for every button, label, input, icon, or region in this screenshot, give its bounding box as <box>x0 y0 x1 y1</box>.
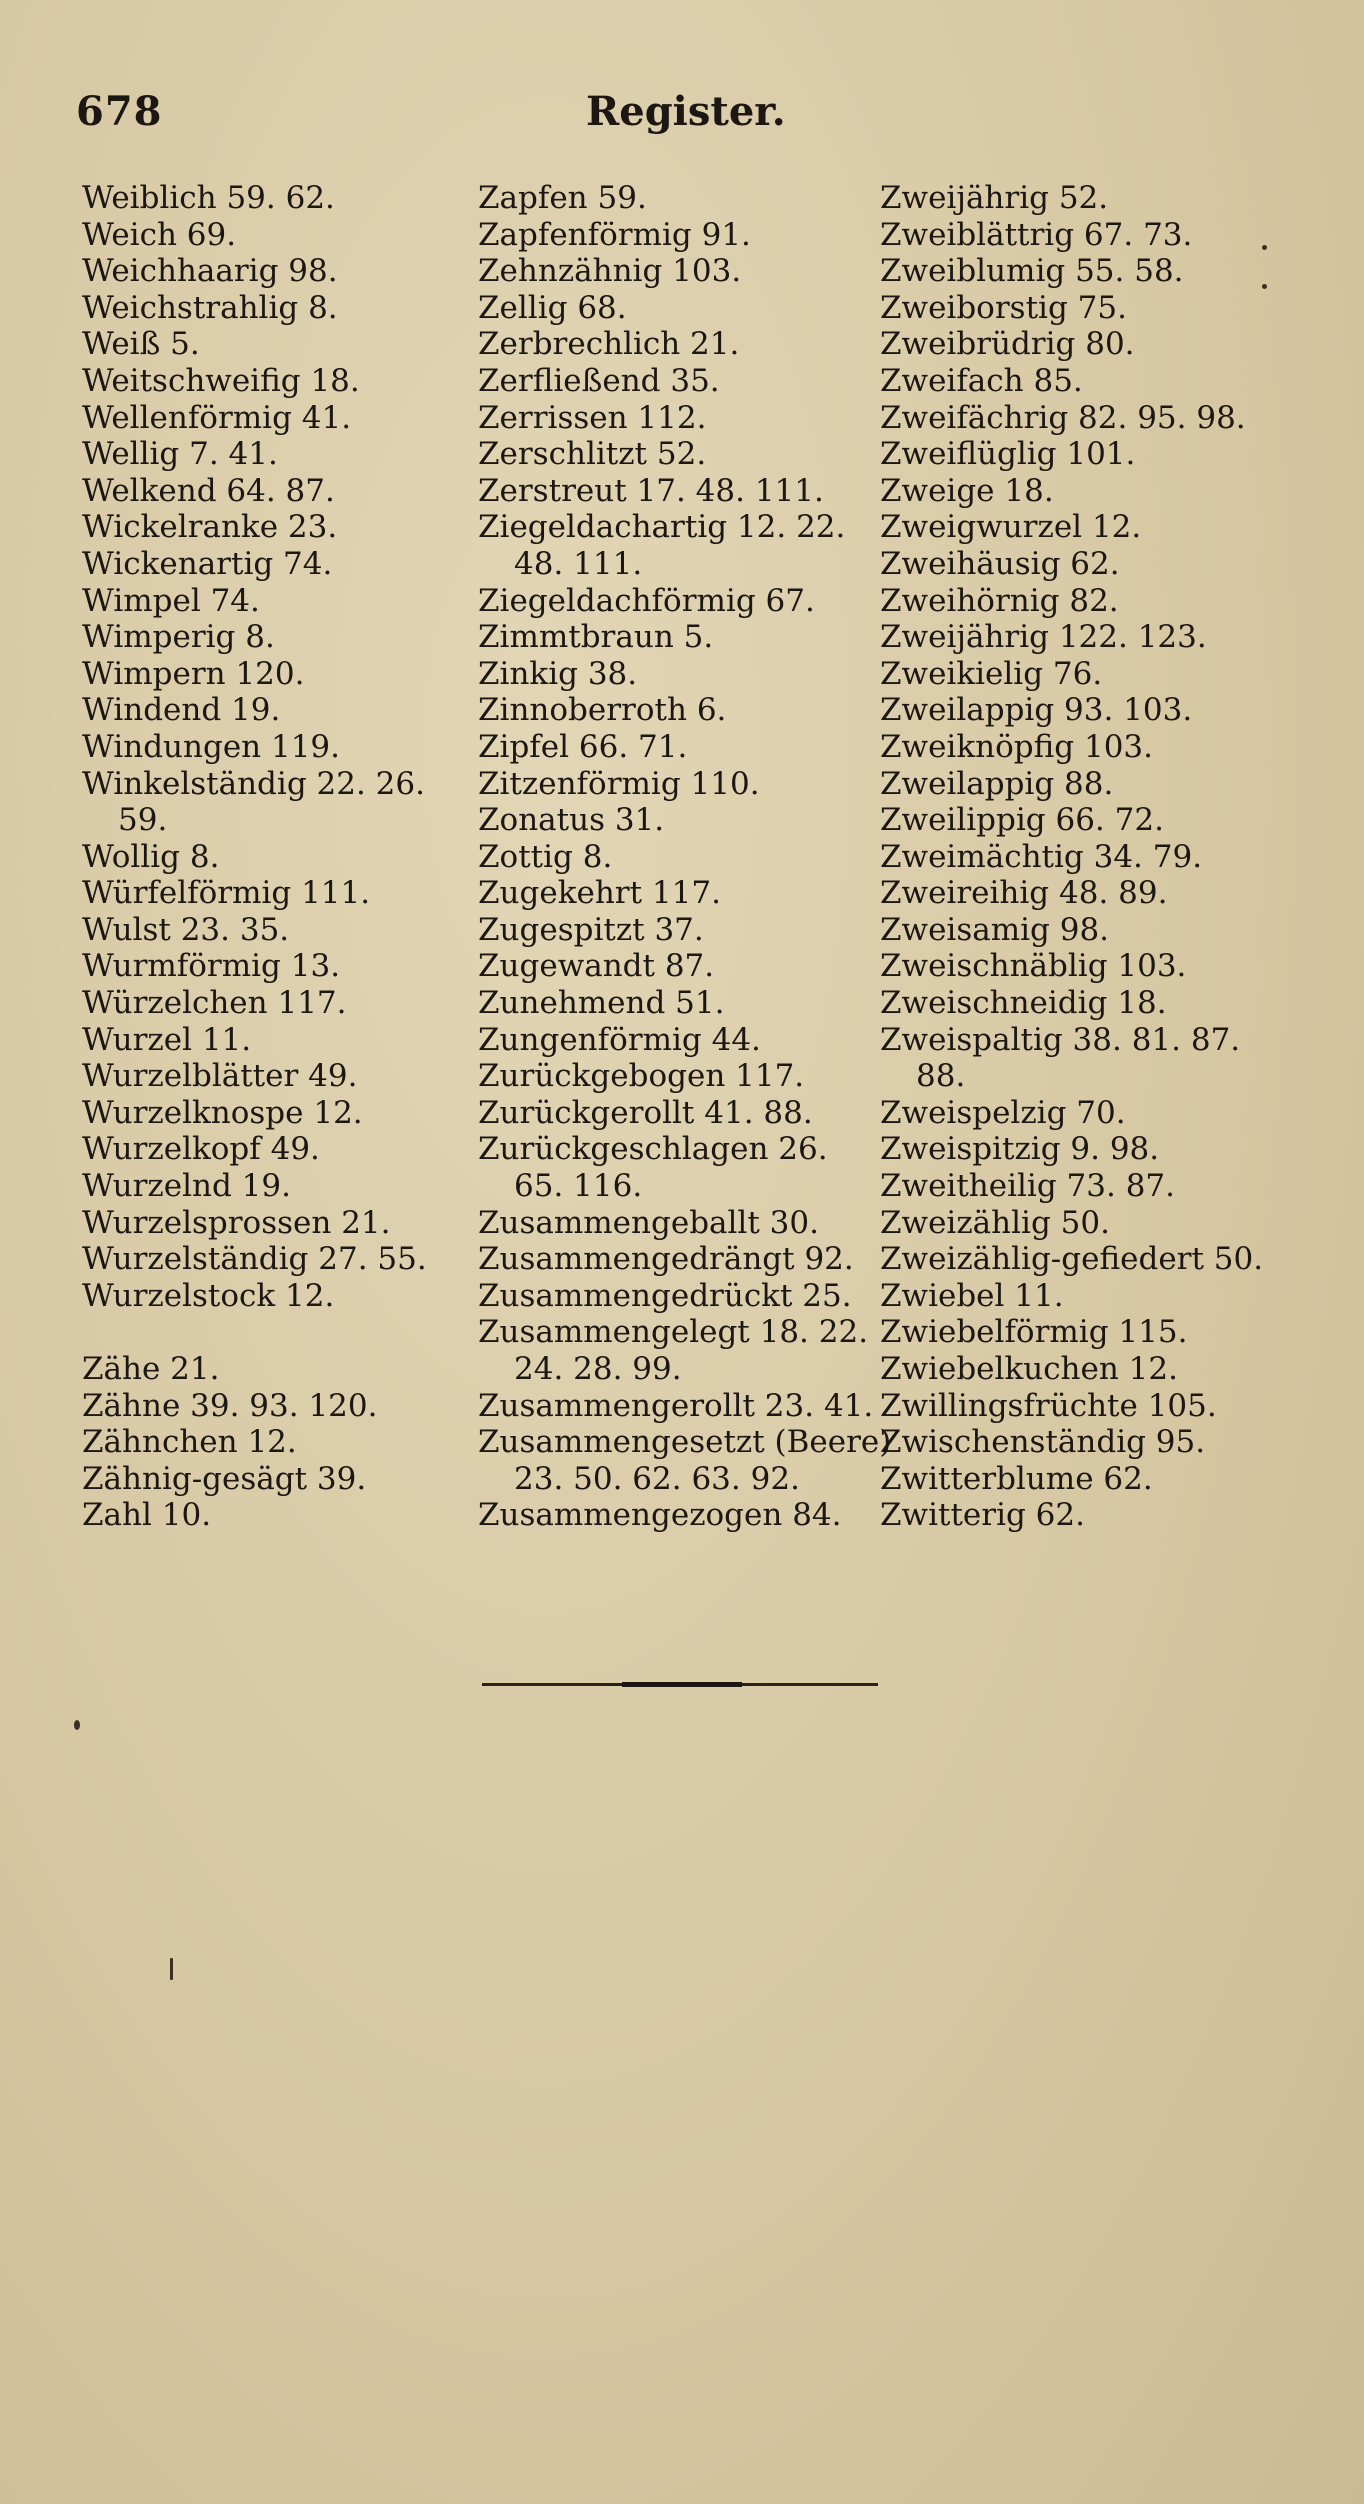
index-entry: Zerrissen 112. <box>478 399 707 436</box>
index-entry: Zweischneidig 18. <box>880 985 1167 1022</box>
index-entry: Zweikielig 76. <box>880 655 1103 692</box>
index-entry: Zweizählig 50. <box>880 1204 1110 1241</box>
ink-speck <box>1262 245 1267 250</box>
index-entry: Wickelranke 23. <box>82 509 338 546</box>
ink-speck <box>1262 284 1267 289</box>
ink-speck <box>74 1720 80 1730</box>
index-entry: Winkelständig 22. 26. <box>82 765 425 802</box>
index-entry: Zwitterblume 62. <box>880 1460 1153 1497</box>
index-entry: Wickenartig 74. <box>82 545 333 582</box>
index-entry: Zapfenförmig 91. <box>478 216 751 253</box>
index-entry: Zusammengeballt 30. <box>478 1204 819 1241</box>
index-entry: Zweizählig-gefiedert 50. <box>880 1241 1264 1278</box>
index-entry: Zähnig-gesägt 39. <box>82 1460 367 1497</box>
index-entry: Zweischnäblig 103. <box>880 948 1187 985</box>
index-entry: Zweispelzig 70. <box>880 1094 1126 1131</box>
index-entry: Zitzenförmig 110. <box>478 765 760 802</box>
index-entry: Zweijährig 122. 123. <box>880 619 1207 656</box>
index-entry: Zwitterig 62. <box>880 1497 1085 1534</box>
index-entry: Weiblich 59. 62. <box>82 180 335 216</box>
index-entry: Zerschlitzt 52. <box>478 436 707 473</box>
index-entry: Zusammengezogen 84. <box>478 1497 842 1534</box>
index-entry: Wurzelknospe 12. <box>82 1094 363 1131</box>
page-number: 678 <box>76 88 163 135</box>
index-entry: Zurückgerollt 41. 88. <box>478 1094 813 1131</box>
index-column-2 <box>478 180 892 1534</box>
index-entry: Wurzelkopf 49. <box>82 1131 320 1168</box>
index-entry: Zusammengelegt 18. 22. <box>478 1314 869 1351</box>
index-entry: Zwillingsfrüchte 105. <box>880 1387 1217 1424</box>
index-entry: Zunehmend 51. <box>478 985 725 1022</box>
index-entry: Windend 19. <box>82 692 281 729</box>
index-entry: Ziegeldachartig 12. 22. <box>478 509 846 546</box>
index-entry: Zähne 39. 93. 120. <box>82 1387 378 1424</box>
index-entry: Zähnchen 12. <box>82 1424 297 1461</box>
index-entry: Zugewandt 87. <box>478 948 715 985</box>
index-entry: Zweijährig 52. <box>880 180 1109 216</box>
index-entry: Zweisamig 98. <box>880 911 1110 948</box>
index-entry: Zinkig 38. <box>478 655 638 692</box>
index-entry: Zellig 68. <box>478 289 627 326</box>
index-entry: Zweitheilig 73. 87. <box>880 1168 1175 1205</box>
index-entry: Wurzelnd 19. <box>82 1168 291 1205</box>
index-entry: Wollig 8. <box>82 838 220 875</box>
index-entry: Wimpel 74. <box>82 582 260 619</box>
index-entry: Wurmförmig 13. <box>82 948 341 985</box>
index-entry: Weiß 5. <box>82 326 200 363</box>
index-entry: Wulst 23. 35. <box>82 911 290 948</box>
page-header <box>76 88 1276 148</box>
index-entry: Zweispitzig 9. 98. <box>880 1131 1160 1168</box>
index-entry: Zwiebel 11. <box>880 1277 1064 1314</box>
index-column-1 <box>82 180 472 1534</box>
index-entry: Zwiebelförmig 115. <box>880 1314 1188 1351</box>
index-entry: Wimpern 120. <box>82 655 305 692</box>
index-entry: Zweilippig 66. 72. <box>880 802 1164 839</box>
index-entry: Welkend 64. 87. <box>82 472 335 509</box>
index-entry: Zweiborstig 75. <box>880 289 1127 326</box>
index-entry: Zweiblättrig 67. 73. <box>880 216 1193 253</box>
index-entry: Zweige 18. <box>880 472 1054 509</box>
index-entry: Zähe 21. <box>82 1351 220 1387</box>
index-entry: Zwischenständig 95. <box>880 1424 1206 1461</box>
index-entry: Zungenförmig 44. <box>478 1021 761 1058</box>
index-entry: Windungen 119. <box>82 728 341 765</box>
end-rule <box>482 1683 878 1686</box>
index-entry: Wellig 7. 41. <box>82 436 278 473</box>
index-entry: Zweiflüglig 101. <box>880 436 1136 473</box>
index-entry: Zipfel 66. 71. <box>478 728 688 765</box>
index-entry: Zerstreut 17. 48. 111. <box>478 472 824 509</box>
index-entry-continuation: 88. <box>916 1058 966 1095</box>
index-entry-continuation: 65. 116. <box>514 1168 643 1205</box>
index-column-3 <box>880 180 1350 1534</box>
index-entry: Zottig 8. <box>478 838 613 875</box>
index-entry: Weich 69. <box>82 216 237 253</box>
index-entry-continuation: 23. 50. 62. 63. 92. <box>514 1460 800 1497</box>
index-entry: Zweiblumig 55. 58. <box>880 253 1184 290</box>
index-entry: Wimperig 8. <box>82 619 275 656</box>
index-entry: Wurzelständig 27. 55. <box>82 1241 427 1278</box>
index-entry: Würfelförmig 111. <box>82 875 371 912</box>
index-entry: Zweihörnig 82. <box>880 582 1119 619</box>
index-entry: Zusammengerollt 23. 41. <box>478 1387 874 1424</box>
index-entry: Zweigwurzel 12. <box>880 509 1142 546</box>
index-entry: Zapfen 59. <box>478 180 647 216</box>
index-entry: Wurzelstock 12. <box>82 1277 335 1314</box>
index-entry: Zimmtbraun 5. <box>478 619 714 656</box>
index-entry: Zwiebelkuchen 12. <box>880 1351 1178 1387</box>
index-entry: Zweihäusig 62. <box>880 545 1120 582</box>
index-entry: Wurzelsprossen 21. <box>82 1204 391 1241</box>
index-entry: Weichstrahlig 8. <box>82 289 338 326</box>
index-entry: Zweireihig 48. 89. <box>880 875 1168 912</box>
ink-speck <box>170 1958 173 1980</box>
index-entry: Wellenförmig 41. <box>82 399 352 436</box>
section-gap <box>82 1314 472 1351</box>
index-entry: Würzelchen 117. <box>82 985 347 1022</box>
index-entry: Weichhaarig 98. <box>82 253 338 290</box>
index-entry: Zusammengedrückt 25. <box>478 1277 852 1314</box>
index-entry: Zerfließend 35. <box>478 362 720 399</box>
index-entry: Ziegeldachförmig 67. <box>478 582 815 619</box>
index-entry: Zweifächrig 82. 95. 98. <box>880 399 1246 436</box>
index-entry: Zweilappig 93. 103. <box>880 692 1193 729</box>
index-entry: Zehnzähnig 103. <box>478 253 742 290</box>
index-entry: Zugekehrt 117. <box>478 875 721 912</box>
index-entry: Zweilappig 88. <box>880 765 1114 802</box>
index-entry: Zweispaltig 38. 81. 87. <box>880 1021 1241 1058</box>
index-entry: Zusammengedrängt 92. <box>478 1241 854 1278</box>
index-entry: Weitschweifig 18. <box>82 362 360 399</box>
index-entry: Zusammengesetzt (Beere) <box>478 1424 892 1461</box>
index-entry-continuation: 24. 28. 99. <box>514 1351 682 1387</box>
index-entry: Zweibrüdrig 80. <box>880 326 1135 363</box>
index-entry: Zweiknöpfig 103. <box>880 728 1153 765</box>
index-entry: Zurückgebogen 117. <box>478 1058 805 1095</box>
index-entry: Zinnoberroth 6. <box>478 692 727 729</box>
running-title: Register. <box>586 88 786 135</box>
index-entry-continuation: 48. 111. <box>514 545 643 582</box>
index-entry: Wurzel 11. <box>82 1021 252 1058</box>
index-entry: Zweimächtig 34. 79. <box>880 838 1203 875</box>
index-entry-continuation: 59. <box>118 802 168 839</box>
index-entry: Zugespitzt 37. <box>478 911 704 948</box>
index-entry: Zerbrechlich 21. <box>478 326 740 363</box>
index-entry: Zahl 10. <box>82 1497 212 1534</box>
index-entry: Zurückgeschlagen 26. <box>478 1131 828 1168</box>
index-entry: Zonatus 31. <box>478 802 665 839</box>
index-entry: Wurzelblätter 49. <box>82 1058 358 1095</box>
index-entry: Zweifach 85. <box>880 362 1083 399</box>
